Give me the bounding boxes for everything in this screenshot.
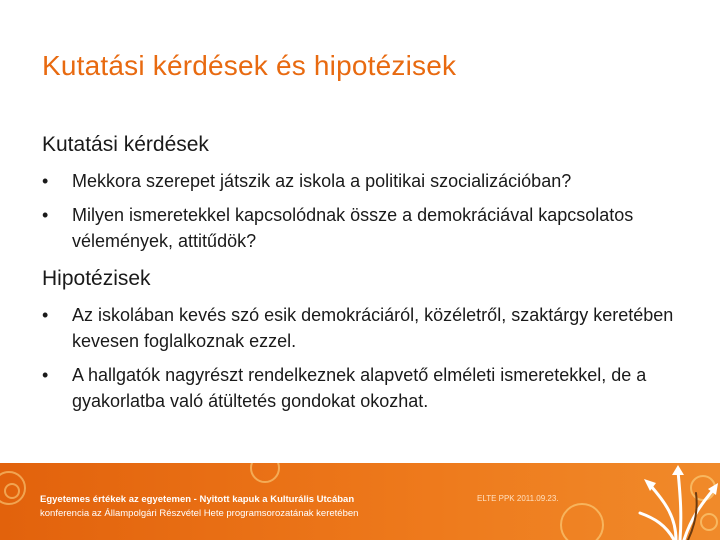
footer-date: ELTE PPK 2011.09.23. [477, 494, 559, 503]
footer-event-title: Egyetemes értékek az egyetemen - Nyitott kapuk a Kulturális Utcában [40, 494, 355, 505]
slide-title: Kutatási kérdések és hipotézisek [42, 50, 457, 81]
list-item [42, 362, 702, 414]
slide-content [42, 130, 702, 424]
bullet-icon: • [42, 365, 49, 385]
list-item [42, 168, 702, 194]
bullet-icon: • [42, 305, 49, 325]
list-item [42, 202, 702, 254]
section-hypotheses [42, 264, 702, 414]
bullet-icon: • [42, 171, 49, 191]
footer-event-subtitle: konferencia az Állampolgári Részvétel Hete programsorozatának keretében [40, 508, 359, 519]
footer-banner [0, 463, 720, 540]
list-item-text: Az iskolában kevés szó esik demokráciáról, közéletről, szaktárgy keretében kevesen foglalkoznak ezzel. [72, 305, 674, 351]
list-item-text: A hallgatók nagyrészt rendelkeznek alapvető elméleti ismeretekkel, de a gyakorlatba való átültetés gondokat okozhat. [72, 365, 647, 411]
decorative-circle-icon [560, 503, 604, 540]
decorative-circle-icon [4, 483, 20, 499]
section-heading: Kutatási kérdések [42, 133, 209, 156]
section-research-questions [42, 130, 702, 254]
list-item [42, 302, 702, 354]
list-item-text: Mekkora szerepet játszik az iskola a politikai szocializációban? [72, 171, 572, 191]
bullet-list [42, 302, 702, 414]
arrows-logo-icon [636, 463, 720, 540]
bullet-icon: • [42, 205, 49, 225]
list-item-text: Milyen ismeretekkel kapcsolódnak össze a demokráciával kapcsolatos vélemények, attitűdök? [72, 205, 634, 251]
bullet-list [42, 168, 702, 254]
decorative-circle-icon [250, 463, 280, 483]
section-heading: Hipotézisek [42, 267, 151, 290]
